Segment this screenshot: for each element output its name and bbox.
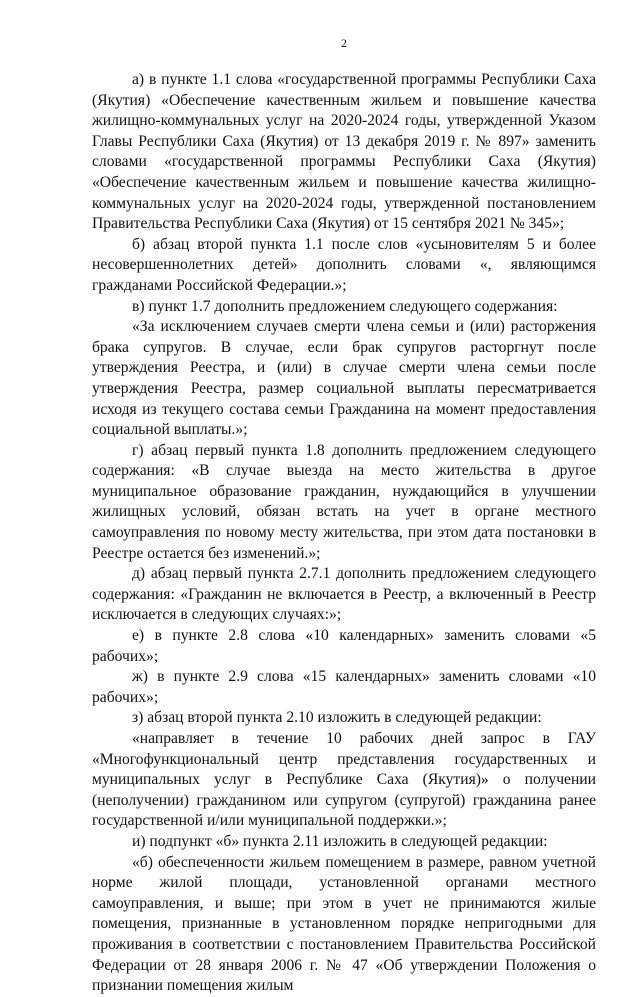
paragraph-e: е) в пункте 2.8 слова «10 календарных» заменить словами «5 рабочих»; — [92, 627, 596, 665]
paragraph-a: а) в пункте 1.1 слова «государственной программы Республики Саха (Якутия) «Обеспечение качественным жильем и повышение качества жилищно-коммунальных услуг на 2020-2024 годы, утвержденной Указом Главы Республики Саха (Якутия) от 13 декабря 2019 г. № 897» заменить словами «государственной программы Республики Саха (Якутия) «Обеспечение качественным жильем и повышение качества жилищно-коммунальных услуг на 2020-2024 годы, утвержденной постановлением Правительства Республики Саха (Якутия) от 15 сентября 2021 № 345»; — [92, 71, 596, 233]
document-body — [92, 70, 596, 997]
paragraph-z-quote: «направляет в течение 10 рабочих дней запрос в ГАУ «Многофункциональный центр представления государственных и муниципальных услуг в Республике Саха (Якутия)» о получении (неполучении) гражданином или супругом (супругой) гражданина ранее государственной и/или муниципальной поддержки.»; — [92, 730, 596, 830]
paragraph-z: з) абзац второй пункта 2.10 изложить в следующей редакции: — [132, 709, 542, 727]
paragraph-zh: ж) в пункте 2.9 слова «15 календарных» заменить словами «10 рабочих»; — [92, 668, 596, 706]
page-number: 2 — [341, 36, 347, 50]
paragraph-d: д) абзац первый пункта 2.7.1 дополнить предложением следующего содержания: «Гражданин не включается в Реестр, а включенный в Реестр исключается в следующих случаях:»; — [92, 565, 596, 624]
paragraph-v-quote: «За исключением случаев смерти члена семьи и (или) расторжения брака супругов. В случае, если брак супругов расторгнут после утверждения Реестра, и (или) в случае смерти члена семьи после утверждения Реестра, размер социальной выплаты пересматривается исходя из текущего состава семьи Гражданина на момент предоставления социальной выплаты.»; — [92, 318, 596, 439]
paragraph-v: в) пункт 1.7 дополнить предложением следующего содержания: — [132, 297, 558, 315]
paragraph-b: б) абзац второй пункта 1.1 после слов «усыновителям 5 и более несовершеннолетних детей» дополнить словами «, являющимся гражданами Российской Федерации.»; — [92, 235, 596, 294]
paragraph-g: г) абзац первый пункта 1.8 дополнить предложением следующего содержания: «В случае выезда на место жительства в другое муниципальное образование гражданин, нуждающийся в улучшении жилищных условий, обязан встать на учет в органе местного самоуправления по новому месту жительства, при этом дата постановки в Реестре остается без изменений.»; — [92, 441, 596, 562]
paragraph-i-quote: «б) обеспеченности жильем помещением в размере, равном учетной норме жилой площади, установленной органами местного самоуправления, и выше; при этом в учет не принимаются жилые помещения, признанные в установленном порядке непригодными для проживания в соответствии с постановлением Правительства Российской Федерации от 28 января 2006 г. № 47 «Об утверждении Положения о признании помещения жилым — [92, 853, 596, 995]
paragraph-i: и) подпункт «б» пункта 2.11 изложить в следующей редакции: — [132, 832, 548, 850]
